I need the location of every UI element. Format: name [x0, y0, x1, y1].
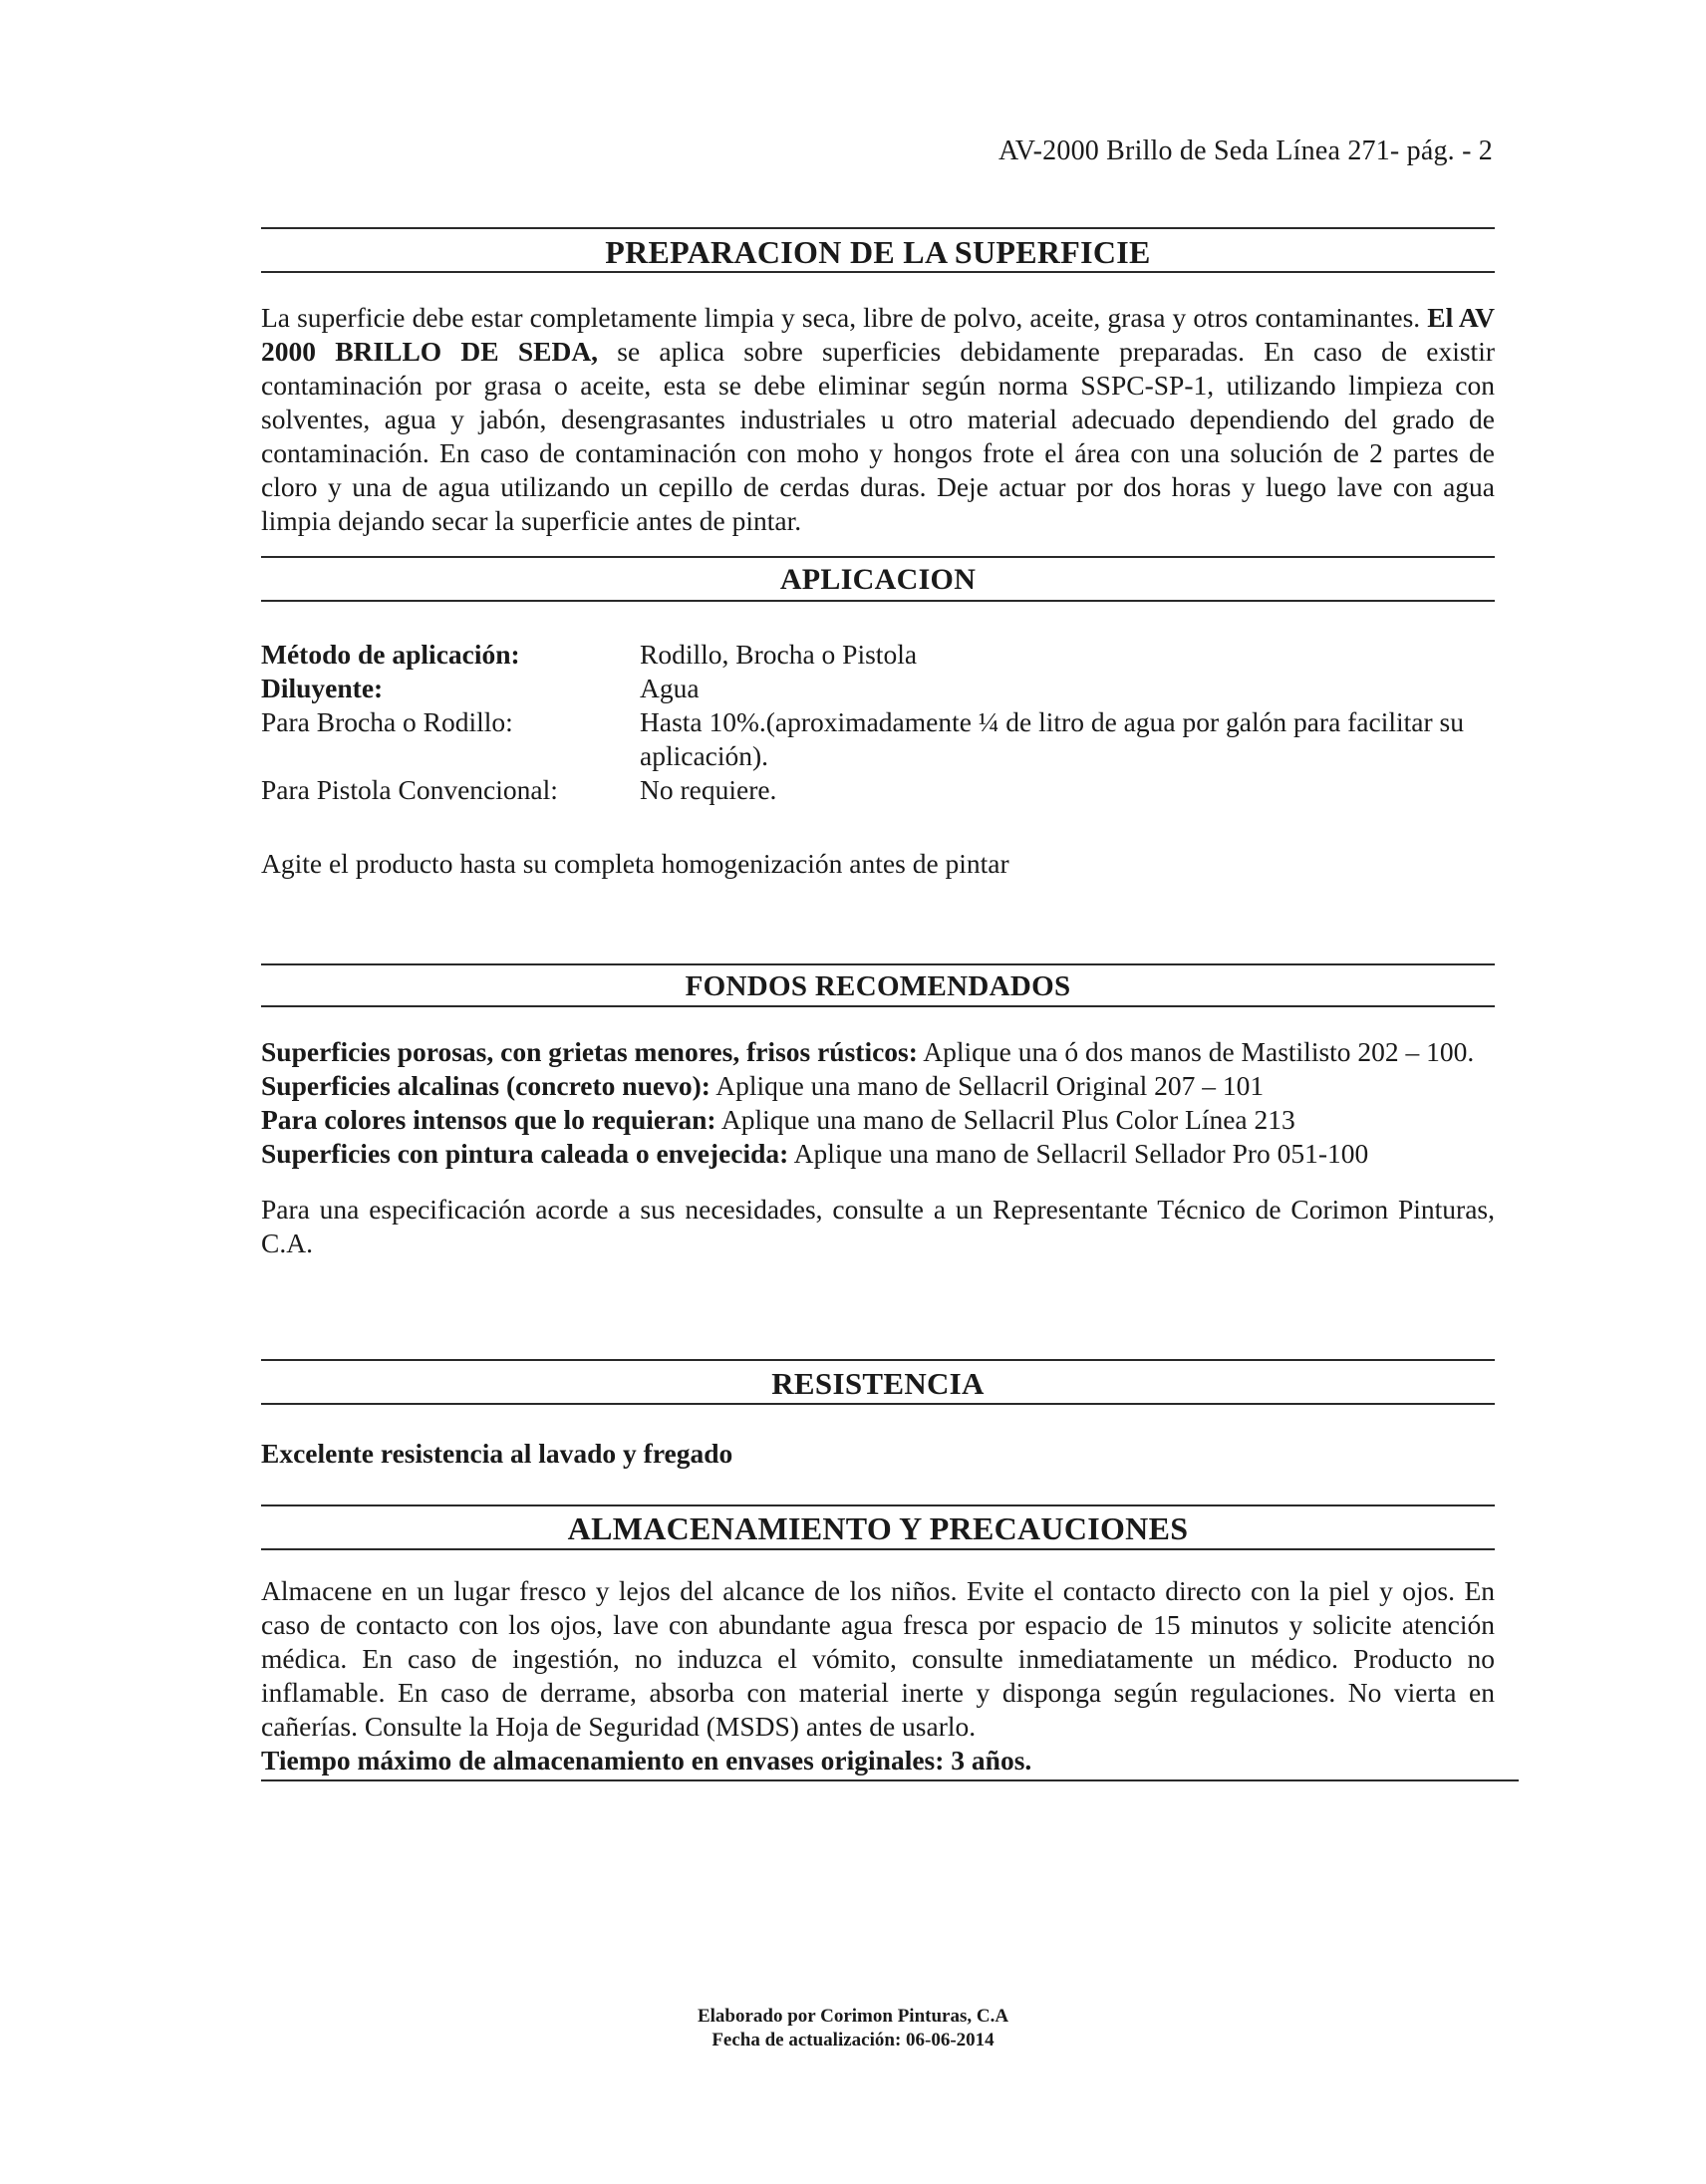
table-row [261, 638, 1477, 672]
resistencia-text: Excelente resistencia al lavado y fregado [261, 1438, 733, 1469]
row-value: Rodillo, Brocha o Pistola [640, 639, 918, 670]
row-label: Para Pistola Convencional: [261, 774, 558, 805]
item-text: Aplique una mano de Sellacril Original 207 – 101 [710, 1070, 1265, 1101]
table-row [261, 672, 1477, 705]
almacenamiento-body [261, 1574, 1495, 1781]
row-label: Método de aplicación: [261, 639, 520, 670]
product-name: El AV 2000 BRILLO DE SEDA, [261, 302, 1495, 367]
storage-time: Tiempo máximo de almacenamiento en envases originales: 3 años. [261, 1744, 1519, 1781]
section-title-fondos: FONDOS RECOMENDADOS [261, 963, 1495, 1007]
item-label: Superficies con pintura caleada o envejecida: [261, 1138, 789, 1169]
item-label: Para colores intensos que lo requieran: [261, 1104, 716, 1135]
table-row [261, 705, 1477, 773]
list-item [261, 1035, 1495, 1069]
preparacion-line1: La superficie debe estar completamente limpia y seca, libre de polvo, aceite, grasa y otros contaminantes. [261, 302, 1421, 333]
section-title-aplicacion: APLICACION [261, 556, 1495, 602]
fondos-specification: Para una especificación acorde a sus necesidades, consulte a un Representante Técnico de Corimon Pinturas, C.A. [261, 1194, 1495, 1258]
aplicacion-table [261, 638, 1477, 807]
section-almacenamiento [261, 1504, 1495, 1781]
item-label: Superficies alcalinas (concreto nuevo): [261, 1070, 711, 1101]
footer-date: Fecha de actualización: 06-06-2014 [711, 2030, 995, 2050]
section-resistencia [261, 1359, 1495, 1471]
row-label: Diluyente: [261, 673, 384, 703]
row-value: Agua [640, 673, 700, 703]
table-row [261, 773, 1477, 807]
section-aplicacion [261, 556, 1495, 881]
section-title-preparacion: PREPARACION DE LA SUPERFICIE [261, 227, 1495, 273]
item-label: Superficies porosas, con grietas menores, frisos rústicos: [261, 1036, 918, 1067]
list-item [261, 1103, 1495, 1137]
row-value: Hasta 10%.(aproximadamente ¼ de litro de agua por galón para facilitar su aplicación). [640, 706, 1464, 771]
section-title-almacenamiento: ALMACENAMIENTO Y PRECAUCIONES [261, 1504, 1495, 1550]
preparacion-body [261, 301, 1495, 538]
section-preparacion [261, 227, 1495, 538]
item-text: Aplique una mano de Sellacril Sellador Pro 051-100 [788, 1138, 1369, 1169]
almacenamiento-text: Almacene en un lugar fresco y lejos del alcance de los niños. Evite el contacto directo con la piel y ojos. En caso de contacto con los ojos, lave con abundante agua fresca por espacio de 15 minutos y solicite atención médica. En caso de ingestión, no induzca el vómito, consulte inmediatamente un médico. Producto no inflamable. En caso de derrame, absorba con material inerte y disponga según regulaciones. No vierta en cañerías. Consulte la Hoja de Seguridad (MSDS) antes de usarlo. [261, 1575, 1495, 1742]
list-item [261, 1069, 1495, 1103]
page-header: AV-2000 Brillo de Seda Línea 271- pág. - 2 [998, 136, 1493, 166]
section-fondos [261, 963, 1495, 1260]
section-title-resistencia: RESISTENCIA [261, 1359, 1495, 1405]
item-text: Aplique una ó dos manos de Mastilisto 202 – 100. [917, 1036, 1475, 1067]
item-text: Aplique una mano de Sellacril Plus Color Línea 213 [715, 1104, 1295, 1135]
aplicacion-note: Agite el producto hasta su completa homogenización antes de pintar [261, 848, 1009, 879]
preparacion-text: se aplica sobre superficies debidamente preparadas. En caso de existir contaminación por grasa o aceite, esta se debe eliminar según norma SSPC-SP-1, utilizando limpieza con solventes, agua y jabón, desengrasantes industriales u otro material adecuado dependiendo del grado de contaminación. En caso de contaminación con moho y hongos frote el área con una solución de 2 partes de cloro y una de agua utilizando un cepillo de cerdas duras. Deje actuar por dos horas y luego lave con agua limpia dejando secar la superficie antes de pintar. [261, 336, 1495, 536]
footer-author: Elaborado por Corimon Pinturas, C.A [697, 2006, 1009, 2027]
fondos-body [261, 1035, 1495, 1260]
row-label: Para Brocha o Rodillo: [261, 706, 513, 737]
footer [0, 2005, 1706, 2052]
list-item [261, 1137, 1495, 1171]
row-value: No requiere. [640, 774, 777, 805]
